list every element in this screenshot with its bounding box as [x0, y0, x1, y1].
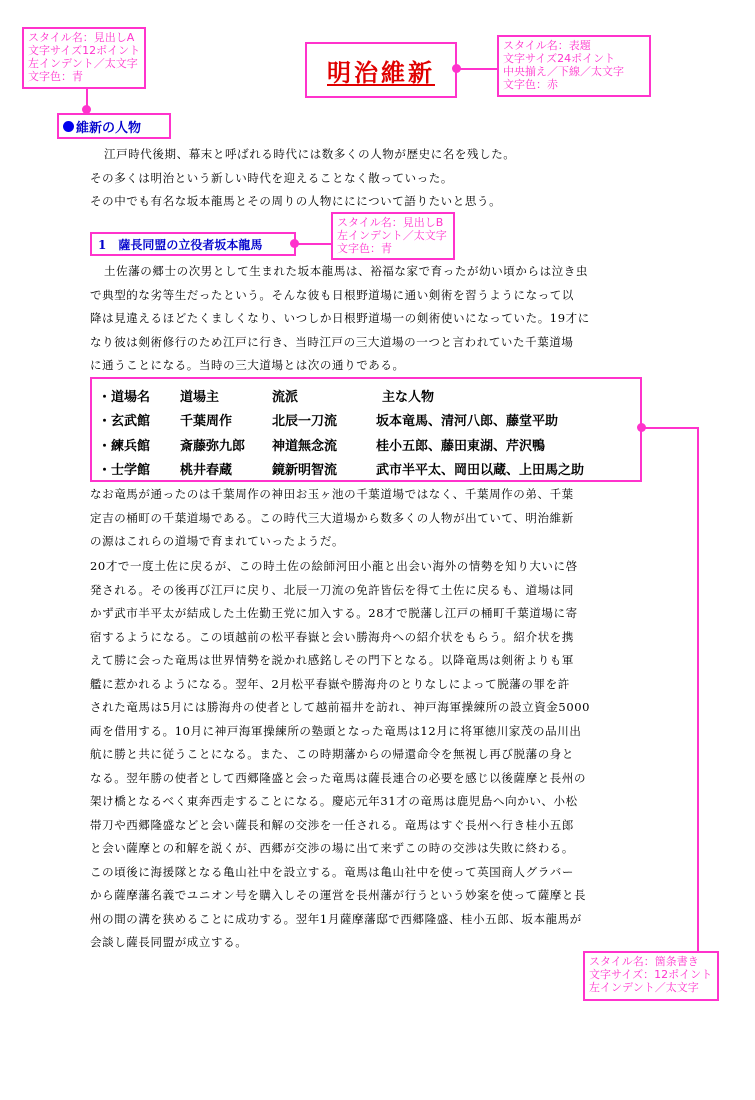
text-line: 帯刀や西郷隆盛などと会い薩長和解の交渉を一任される。竜馬はすぐ長州へ行き桂小五郎: [90, 817, 574, 832]
text-line: 架け橋となるべく東奔西走することになる。慶応元年31才の竜馬は鹿児島へ向かい、小松: [90, 794, 578, 808]
callout-bullet-list: [583, 951, 719, 1001]
paragraph-1: [90, 260, 590, 378]
heading-a-box: [57, 113, 171, 139]
callout-line: 文字色：青: [337, 242, 392, 255]
paragraph-3: [90, 555, 590, 955]
heading-a-text: 維新の人物: [76, 120, 142, 136]
callout-line: 文字サイズ12ポイント: [28, 44, 141, 57]
list-cell: ・道場名: [98, 389, 151, 405]
bullet-list: [90, 377, 642, 482]
callout-line: 文字色：青: [28, 70, 83, 83]
list-cell: 道場主: [180, 389, 220, 405]
list-item: [98, 408, 640, 433]
list-cell: 坂本竜馬、清河八郎、藤堂平助: [376, 414, 559, 430]
text-line: と会い薩摩との和解を説くが、西郷が交渉の場に出て来ずこの時の交渉は失敗に終わる。: [90, 841, 574, 855]
list-item: [98, 457, 640, 482]
text-line: この頃後に海援隊となる亀山社中を設立する。竜馬は亀山社中を使って英国商人グラバー: [90, 864, 574, 879]
text-line: 発される。その後再び江戸に戻り、北辰一刀流の免許皆伝を得て土佐に戻るも、道場は同: [90, 582, 574, 597]
list-cell: 桃井春蔵: [180, 463, 233, 479]
text-line: なる。翌年勝の使者として西郷隆盛と会った竜馬は薩長連合の必要を感じ以後薩摩と長州の: [90, 770, 587, 785]
callout-line: 文字サイズ：12ポイント: [589, 968, 713, 981]
page-title: 明治維新: [327, 57, 435, 87]
heading-b: 1 薩長同盟の立役者坂本龍馬: [98, 237, 263, 252]
text-line: その中でも有名な坂本龍馬とその周りの人物ににについて語りたいと思う。: [90, 194, 502, 208]
list-cell: 桂小五郎、藤田東湖、芹沢鴨: [376, 438, 546, 454]
text-line: 土佐藩の郷士の次男として生まれた坂本龍馬は、裕福な家で育ったが幼い頃からは泣き虫: [104, 264, 588, 278]
text-line: された竜馬は5月には勝海舟の使者として越前福井を訪れ、神戸海軍操練所の設立資金5000: [90, 700, 591, 714]
paragraph-2: [90, 483, 574, 554]
callout-line: スタイル名：箇条書き: [589, 955, 699, 968]
callout-line: 左インデント／太文字: [337, 229, 447, 242]
text-line: 会談し薩長同盟が成立する。: [90, 935, 248, 949]
heading-a: [63, 117, 141, 136]
list-cell: ・士学館: [98, 463, 151, 479]
text-line: に通うことになる。当時の三大道場とは次の通りである。: [90, 358, 405, 372]
callout-line: 文字色：赤: [503, 78, 558, 91]
callout-line: 中央揃え／下線／太文字: [503, 65, 624, 78]
list-cell: ・練兵館: [98, 438, 151, 454]
list-cell: ・玄武館: [98, 414, 151, 430]
list-cell: 神道無念流: [272, 438, 338, 454]
text-line: 降は見違えるほどたくましくなり、いつしか日根野道場一の剣術使いになっていた。19才に: [90, 311, 590, 325]
intro-paragraph: [90, 143, 515, 214]
list-cell: 斎藤弥九郎: [180, 438, 246, 454]
bullet-circle-icon: [63, 121, 74, 132]
text-line: 艦に惹かれるようになる。翌年、2月松平春嶽や勝海舟のとりなしによって脱藩の罪を許: [90, 676, 570, 691]
callout-line: スタイル名：見出しA: [28, 31, 135, 44]
text-line: 州の間の溝を狭めることに成功する。翌年1月薩摩藩邸で西郷隆盛、桂小五郎、坂本龍馬が: [90, 911, 582, 926]
callout-line: スタイル名：見出しB: [337, 216, 444, 229]
list-cell: 鏡新明智流: [272, 463, 338, 479]
text-line: 江戸時代後期、幕末と呼ばれる時代には数多くの人物が歴史に名を残した。: [104, 147, 516, 161]
title-box: [305, 42, 457, 98]
text-line: から薩摩藩名義でユニオン号を購入しその運営を長州藩が行うという妙案を使って薩摩と長: [90, 888, 587, 902]
text-line: かず武市半平太が結成した土佐勤王党に加入する。28才で脱藩し江戸の桶町千葉道場に寄: [90, 606, 578, 620]
callout-connector: [296, 243, 332, 245]
text-line: えて勝に会った竜馬は世界情勢を説かれ感銘しその門下となる。以降竜馬は剣術よりも軍: [90, 653, 574, 667]
text-line: なり彼は剣術修行のため江戸に行き、当時江戸の三大道場の一つと言われていた千葉道場: [90, 334, 574, 349]
text-line: 両を借用する。10月に神戸海軍操練所の塾頭となった竜馬は12月に将軍徳川家茂の品川出: [90, 723, 582, 738]
text-line: の源はこれらの道場で育まれていったようだ。: [90, 534, 345, 548]
callout-connector: [642, 427, 698, 429]
list-cell: 流派: [272, 389, 299, 405]
text-line: 航に勝と共に従うことになる。また、この時期藩からの帰還命令を無視し再び脱藩の身と: [90, 747, 574, 761]
callout-line: スタイル名：表題: [503, 39, 591, 52]
text-line: その多くは明治という新しい時代を迎えることなく散っていった。: [90, 170, 453, 185]
text-line: 宿するようになる。この頃越前の松平春嶽と会い勝海舟への紹介状をもらう。紹介状を携: [90, 629, 574, 644]
callout-connector: [697, 427, 699, 951]
callout-title: [497, 35, 651, 97]
text-line: で典型的な劣等生だったという。そんな彼も日根野道場に通い剣術を習うようになって以: [90, 287, 574, 302]
callout-connector: [458, 68, 498, 70]
heading-b-box: [90, 232, 296, 256]
text-line: なお竜馬が通ったのは千葉周作の神田お玉ヶ池の千葉道場ではなく、千葉周作の弟、千葉: [90, 487, 574, 501]
text-line: 定吉の桶町の千葉道場である。この時代三大道場から数多くの人物が出ていて、明治維新: [90, 510, 574, 525]
text-line: 20才で一度土佐に戻るが、この時土佐の絵師河田小龍と出会い海外の情勢を知り大いに啓: [90, 559, 578, 573]
list-cell: 主な人物: [382, 389, 435, 405]
callout-dot: [290, 239, 299, 248]
list-cell: 千葉周作: [180, 414, 233, 430]
callout-heading-b: [331, 212, 455, 260]
callout-line: 左インデント／太文字: [589, 981, 699, 994]
list-cell: 武市半平太、岡田以蔵、上田馬之助: [376, 463, 585, 479]
list-item: [98, 432, 640, 457]
callout-line: 文字サイズ24ポイント: [503, 52, 616, 65]
callout-heading-a: [22, 27, 146, 89]
callout-line: 左インデント／太文字: [28, 57, 138, 70]
list-cell: 北辰一刀流: [272, 414, 338, 430]
list-header-row: [98, 383, 640, 408]
